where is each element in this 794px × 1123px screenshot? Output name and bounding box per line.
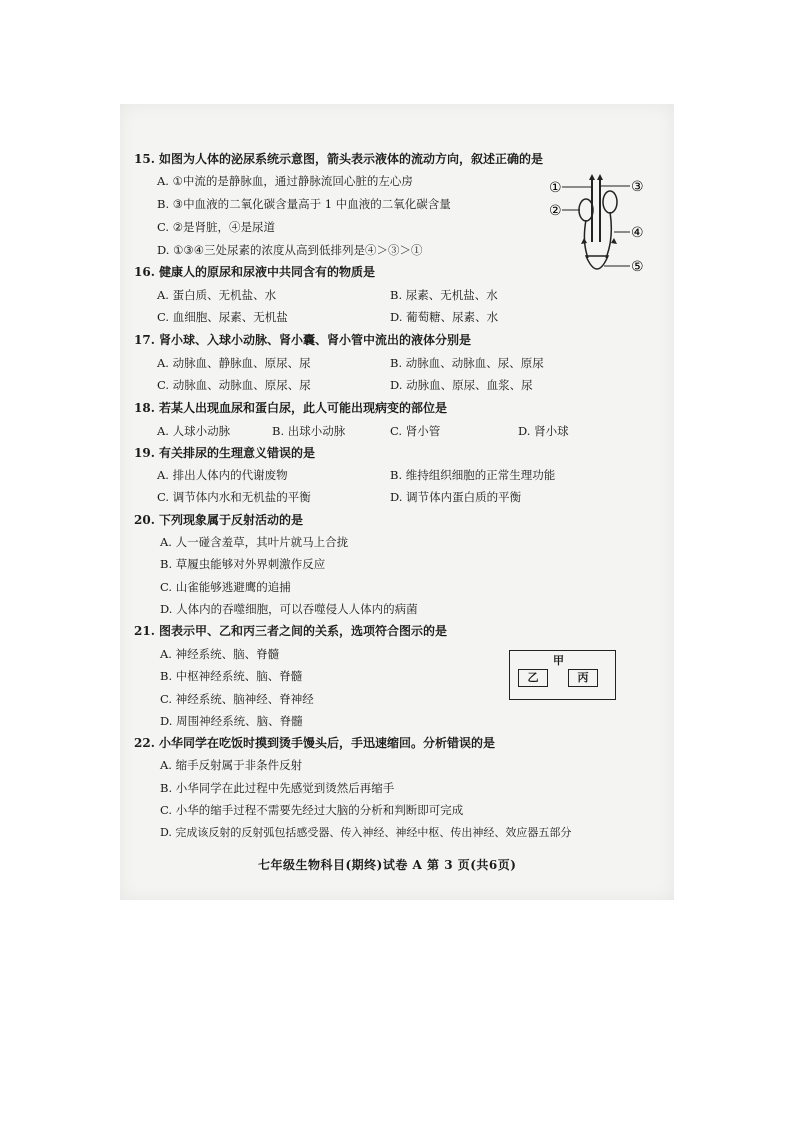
question-22-option-c: C. 小华的缩手过程不需要先经过大脑的分析和判断即可完成 <box>160 803 464 817</box>
question-17-option-d: D. 动脉血、原尿、血浆、尿 <box>390 378 533 392</box>
question-22-option-b: B. 小华同学在此过程中先感觉到烫然后再缩手 <box>160 781 395 795</box>
diagram-label-5: ⑤ <box>631 259 644 275</box>
question-16-stem: 16. 健康人的原尿和尿液中共同含有的物质是 <box>134 265 376 279</box>
question-19-option-d: D. 调节体内蛋白质的平衡 <box>390 490 522 504</box>
question-15-option-a: A. ①中流的是静脉血，通过静脉流回心脏的左心房 <box>157 174 413 188</box>
question-19-stem: 19. 有关排尿的生理意义错误的是 <box>134 446 316 460</box>
question-20-stem: 20. 下列现象属于反射活动的是 <box>134 513 304 527</box>
question-22-stem: 22. 小华同学在吃饭时摸到烫手馒头后，手迅速缩回。分析错误的是 <box>134 736 496 750</box>
diagram-outer-label: 甲 <box>553 654 564 667</box>
question-18-option-d: D. 肾小球 <box>518 424 569 438</box>
question-19-option-a: A. 排出人体内的代谢废物 <box>157 468 288 482</box>
question-20-option-d: D. 人体内的吞噬细胞，可以吞噬侵人人体内的病菌 <box>160 602 418 616</box>
question-21-option-d: D. 周围神经系统、脑、脊髓 <box>160 714 303 728</box>
diagram-label-4: ④ <box>631 225 644 241</box>
urinary-system-diagram <box>548 172 648 282</box>
question-18-option-b: B. 出球小动脉 <box>272 424 346 438</box>
question-16-option-a: A. 蛋白质、无机盐、水 <box>157 288 277 302</box>
question-21-option-b: B. 中枢神经系统、脑、脊髓 <box>160 669 303 683</box>
question-22-option-d: D. 完成该反射的反射弧包括感受器、传入神经、神经中枢、传出神经、效应器五部分 <box>160 826 572 839</box>
question-15-stem: 15. 如图为人体的泌尿系统示意图，箭头表示液体的流动方向，叙述正确的是 <box>134 152 544 166</box>
question-16-option-c: C. 血细胞、尿素、无机盐 <box>157 310 288 324</box>
diagram-inner-right: 丙 <box>568 669 598 687</box>
question-20-option-b: B. 草履虫能够对外界刺激作反应 <box>160 557 326 571</box>
question-16-option-b: B. 尿素、无机盐、水 <box>390 288 498 302</box>
question-21-option-a: A. 神经系统、脑、脊髓 <box>160 647 280 661</box>
question-15-option-b: B. ③中血液的二氧化碳含量高于 1 中血液的二氧化碳含量 <box>157 197 451 211</box>
question-15-option-c: C. ②是肾脏，④是尿道 <box>157 220 276 234</box>
question-17-option-a: A. 动脉血、静脉血、原尿、尿 <box>157 356 311 370</box>
question-20-option-a: A. 人一碰含羞草，其叶片就马上合拢 <box>160 535 349 549</box>
question-18-stem: 18. 若某人出现血尿和蛋白尿，此人可能出现病变的部位是 <box>134 401 448 415</box>
question-18-option-c: C. 肾小管 <box>390 424 441 438</box>
question-19-option-b: B. 维持组织细胞的正常生理功能 <box>390 468 556 482</box>
question-20-option-c: C. 山雀能够逃避鹰的追捕 <box>160 580 291 594</box>
question-22-option-a: A. 缩手反射属于非条件反射 <box>160 758 303 772</box>
question-17-option-c: C. 动脉血、动脉血、原尿、尿 <box>157 378 311 392</box>
question-21-option-c: C. 神经系统、脑神经、脊神经 <box>160 692 314 706</box>
question-17-stem: 17. 肾小球、入球小动脉、肾小囊、肾小管中流出的液体分别是 <box>134 333 472 347</box>
diagram-label-1: ① <box>549 180 562 196</box>
question-17-option-b: B. 动脉血、动脉血、尿、原尿 <box>390 356 544 370</box>
set-relation-diagram <box>509 650 616 700</box>
question-16-option-d: D. 葡萄糖、尿素、水 <box>390 310 499 324</box>
diagram-inner-left: 乙 <box>518 669 548 687</box>
question-18-option-a: A. 人球小动脉 <box>157 424 231 438</box>
question-21-stem: 21. 图表示甲、乙和丙三者之间的关系，选项符合图示的是 <box>134 624 448 638</box>
page-footer: 七年级生物科目(期终)试卷 A 第 3 页(共6页) <box>258 858 517 872</box>
diagram-label-2: ② <box>549 203 562 219</box>
question-19-option-c: C. 调节体内水和无机盐的平衡 <box>157 490 311 504</box>
question-15-option-d: D. ①③④三处尿素的浓度从高到低排列是④＞③＞① <box>157 243 423 257</box>
diagram-label-3: ③ <box>631 179 644 195</box>
